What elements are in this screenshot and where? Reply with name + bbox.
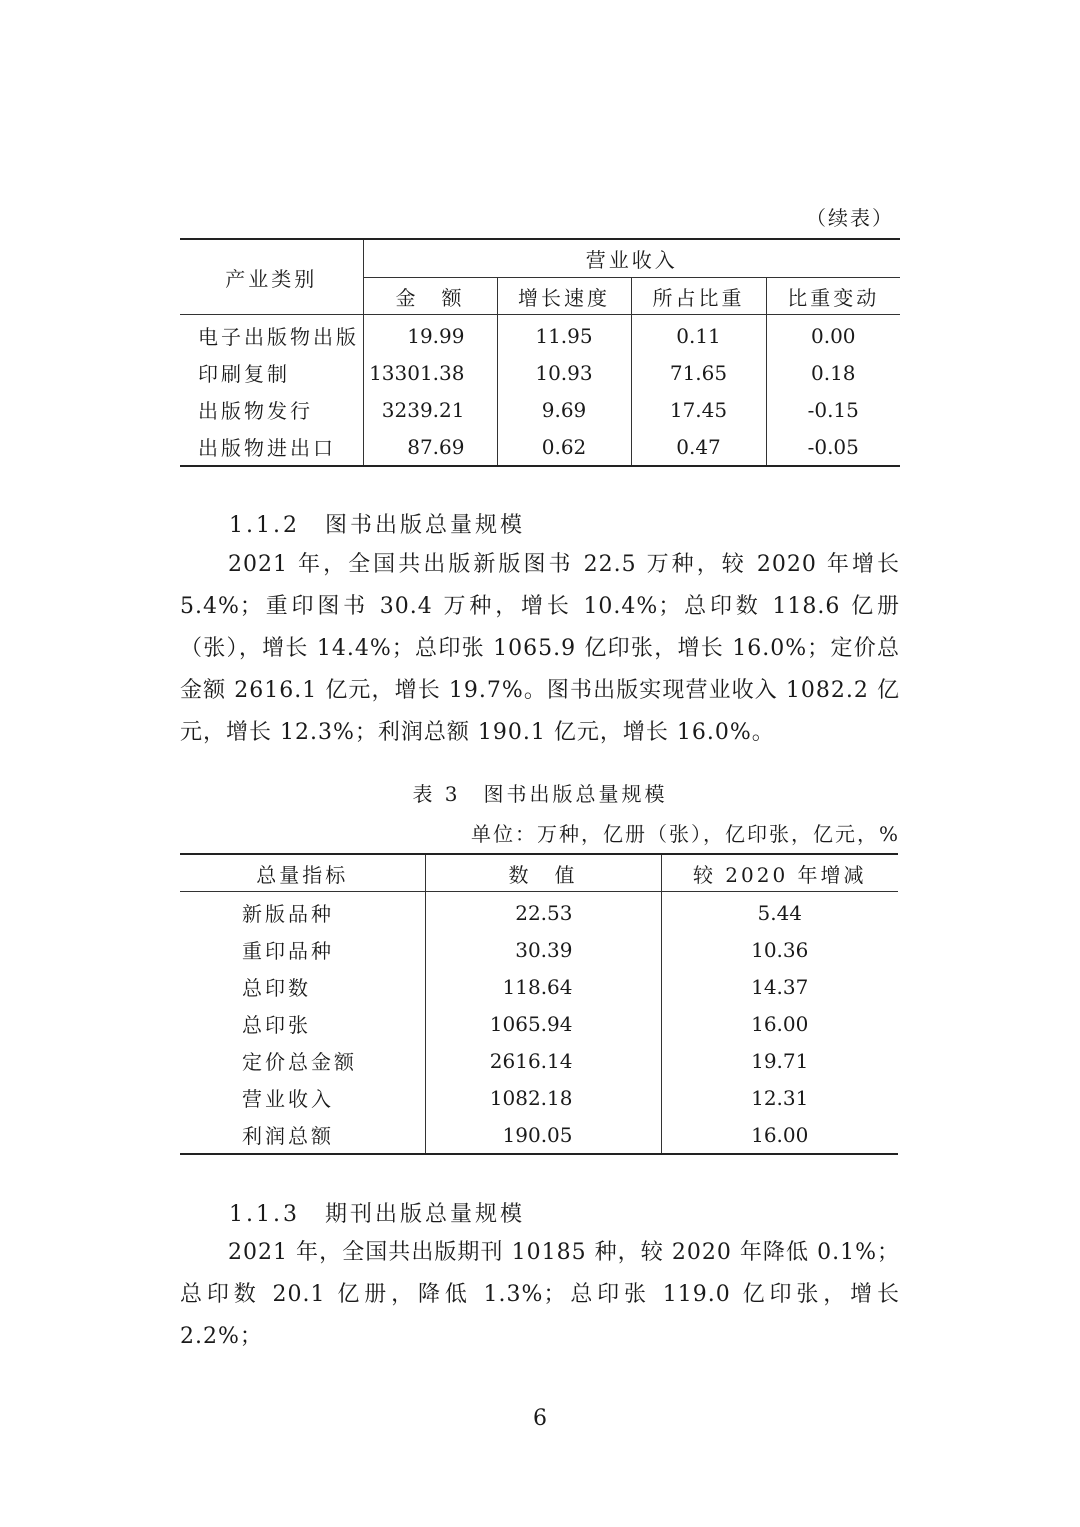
change-column-header: 较 2020 年增减 [661, 854, 898, 892]
growth-cell: 0.62 [497, 428, 631, 466]
share-change-column-header: 比重变动 [766, 278, 900, 315]
amount-cell: 13301.38 [363, 354, 497, 391]
change-cell: 16.00 [661, 1116, 898, 1154]
section-heading-periodical-publishing: 1.1.3 期刊出版总量规模 [229, 1202, 525, 1227]
revenue-group-header: 营业收入 [363, 239, 900, 278]
share-change-cell: -0.05 [766, 428, 900, 466]
periodical-publishing-paragraph: 2021 年，全国共出版期刊 10185 种，较 2020 年降低 0.1%；总印数 20.1 亿册，降低 1.3%；总印张 119.0 亿印张，增长 2.2%； [180, 1240, 900, 1349]
table3-caption: 表 3 图书出版总量规模 [412, 782, 668, 806]
share-cell: 71.65 [631, 354, 766, 391]
table-row [180, 315, 900, 355]
indicator-cell: 总印数 [242, 976, 311, 1000]
amount-column-header: 金 额 [363, 278, 497, 315]
growth-cell: 11.95 [497, 315, 631, 355]
change-cell: 16.00 [661, 1005, 898, 1042]
change-cell: 12.31 [661, 1079, 898, 1116]
value-cell: 30.39 [425, 931, 661, 968]
value-cell: 2616.14 [425, 1042, 661, 1079]
table-row [180, 968, 898, 1005]
indicator-cell: 营业收入 [242, 1087, 334, 1111]
growth-cell: 9.69 [497, 391, 631, 428]
value-cell: 1065.94 [425, 1005, 661, 1042]
book-publishing-totals-table [180, 853, 898, 1155]
table3-unit-note: 单位：万种，亿册（张），亿印张，亿元，% [470, 822, 900, 846]
table-row [180, 391, 900, 428]
indicator-cell: 利润总额 [242, 1124, 334, 1148]
indicator-cell: 总印张 [242, 1013, 311, 1037]
change-cell: 5.44 [661, 892, 898, 932]
table-row [180, 428, 900, 466]
industry-name: 出版物进出口 [198, 436, 336, 460]
industry-category-header: 产业类别 [180, 239, 363, 315]
share-cell: 0.47 [631, 428, 766, 466]
value-cell: 22.53 [425, 892, 661, 932]
indicator-column-header: 总量指标 [180, 854, 425, 892]
table-row [180, 1116, 898, 1154]
share-column-header: 所占比重 [631, 278, 766, 315]
growth-cell: 10.93 [497, 354, 631, 391]
table-row [180, 892, 898, 932]
book-publishing-paragraph: 2021 年，全国共出版新版图书 22.5 万种，较 2020 年增长 5.4%；重印图书 30.4 万种，增长 10.4%；总印数 118.6 亿册（张），增长 14.4%；总印张 1065.9 亿印张，增长 16.0%；定价总金额 2616.1 亿元，增长 19.7%。图书出版实现营业收入 1082.2 亿元，增长 12.3%；利润总额 190.1 亿元，增长 16.0%。 [180, 552, 900, 745]
amount-cell: 87.69 [363, 428, 497, 466]
continued-table-label: （续表） [806, 206, 894, 230]
industry-name: 印刷复制 [198, 362, 290, 386]
share-change-cell: 0.18 [766, 354, 900, 391]
change-cell: 14.37 [661, 968, 898, 1005]
indicator-cell: 定价总金额 [242, 1050, 357, 1074]
share-cell: 0.11 [631, 315, 766, 355]
change-cell: 10.36 [661, 931, 898, 968]
industry-name: 出版物发行 [198, 399, 313, 423]
table-row [180, 354, 900, 391]
value-cell: 190.05 [425, 1116, 661, 1154]
value-cell: 118.64 [425, 968, 661, 1005]
page-number: 6 [533, 1406, 547, 1431]
share-change-cell: -0.15 [766, 391, 900, 428]
growth-column-header: 增长速度 [497, 278, 631, 315]
table-row [180, 931, 898, 968]
value-column-header: 数 值 [425, 854, 661, 892]
share-cell: 17.45 [631, 391, 766, 428]
section-heading-book-publishing: 1.1.2 图书出版总量规模 [229, 513, 525, 538]
table-row [180, 1005, 898, 1042]
industry-name: 电子出版物出版 [198, 325, 359, 349]
change-cell: 19.71 [661, 1042, 898, 1079]
indicator-cell: 新版品种 [242, 902, 334, 926]
amount-cell: 19.99 [363, 315, 497, 355]
share-change-cell: 0.00 [766, 315, 900, 355]
table-row [180, 1042, 898, 1079]
industry-revenue-table [180, 238, 900, 467]
table-row [180, 1079, 898, 1116]
indicator-cell: 重印品种 [242, 939, 334, 963]
amount-cell: 3239.21 [363, 391, 497, 428]
value-cell: 1082.18 [425, 1079, 661, 1116]
